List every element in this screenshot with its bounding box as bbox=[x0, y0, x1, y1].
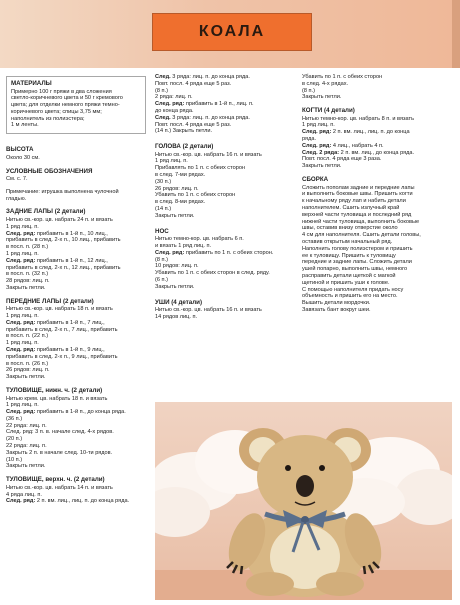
torso-lower-section bbox=[6, 387, 146, 470]
koala-photo bbox=[155, 402, 452, 600]
text-line: (14 п.) bbox=[155, 206, 172, 213]
row-label: След. ряд: bbox=[155, 101, 185, 108]
row-label: След. ряд: bbox=[302, 129, 332, 136]
assembly-heading: СБОРКА bbox=[302, 176, 329, 184]
note-section bbox=[6, 189, 146, 203]
text-line: Нитью темно-кор. цв. набрать 8 п. и вязать bbox=[302, 115, 415, 122]
text-line: цвета; для отделки немного пряжи темно- bbox=[11, 102, 120, 109]
text-line: гладью. bbox=[6, 195, 27, 202]
column-middle bbox=[155, 74, 280, 327]
text-line: 4 см для наполнителя. Сшить детали головы, bbox=[302, 232, 421, 239]
torso-lower-text bbox=[6, 396, 146, 471]
head-heading: ГОЛОВА (2 детали) bbox=[155, 143, 214, 151]
row-label: След. ряд: bbox=[302, 142, 332, 149]
text-line: верхней части туловища и последний ряд bbox=[302, 211, 412, 218]
head-text bbox=[155, 152, 280, 220]
front-legs-text bbox=[6, 306, 146, 381]
text-line: Нитью темно-кор. цв. набрать 6 п. bbox=[155, 236, 244, 243]
text-line: 1 ряд лиц. п. bbox=[302, 122, 335, 129]
text-line: (8 п.) bbox=[302, 87, 315, 94]
text-line: След. ряд: прибавить по 1 п. с обеих сторон. bbox=[155, 249, 274, 256]
text-line: Повт. посл. 4 ряда еще 5 раз. bbox=[155, 80, 232, 87]
text-line: 1 ряд лиц. п. bbox=[6, 402, 39, 409]
torso-upper-section bbox=[6, 476, 146, 505]
row-label: След. ряд: bbox=[155, 249, 185, 256]
ears-section bbox=[155, 299, 280, 321]
text-line: След. 3 ряда: лиц. п. до конца ряда. bbox=[155, 114, 250, 121]
text-line: Примечание: игрушка выполнена чулочной bbox=[6, 188, 119, 195]
text-line: След. ряд: прибавить в 1-й п., лиц. п. bbox=[155, 101, 254, 108]
text-line: Нитью св.-кор. цв. набрать 16 п. и вязать bbox=[155, 151, 262, 158]
text-line: в след. 4-х рядах. bbox=[302, 80, 349, 87]
text-line: Убавить по 1 п. с обеих сторон bbox=[302, 74, 383, 80]
text-line: коричневого цвета; спицы 3,75 мм; bbox=[11, 108, 102, 115]
text-line: прибавить в след. 2-х п., 10 лиц., прибавить bbox=[6, 237, 121, 244]
text-line: ее к туловищу. Пришить к туловищу bbox=[302, 252, 396, 259]
text-line: Нитью св.-кор. цв. набрать 24 п. и вязать bbox=[6, 216, 113, 223]
header-corner-strip bbox=[452, 0, 460, 68]
row-label: След. ряд: bbox=[6, 498, 36, 505]
torso-upper-text bbox=[6, 485, 146, 505]
text-line: Повт. посл. 4 ряда еще 5 раз. bbox=[155, 121, 232, 128]
row-label: След. ряд: bbox=[6, 409, 36, 416]
text-line: (36 п.) bbox=[6, 415, 23, 422]
text-line: (8 п.) bbox=[155, 256, 168, 263]
rear-legs-text bbox=[6, 217, 146, 292]
text-line: 28 рядов: лиц. п. bbox=[6, 278, 50, 285]
text-line: 1 ряд лиц. п. bbox=[155, 158, 188, 165]
text-line: Закрыть петли. bbox=[6, 463, 46, 470]
rear-legs-section bbox=[6, 208, 146, 291]
row-label: След. bbox=[155, 114, 171, 121]
text-line: нижней части туловища, выполнить боковые bbox=[302, 218, 420, 225]
text-line: 4 ряда лиц. п. bbox=[6, 491, 42, 498]
text-line: Прибавлять по 1 п. с обеих сторон bbox=[155, 165, 246, 172]
row-label: След. ряд: bbox=[6, 230, 36, 237]
title-banner bbox=[152, 13, 312, 51]
text-line: в след. 7-ми рядах. bbox=[155, 172, 206, 179]
text-line: 1 ряд лиц. п. bbox=[6, 313, 39, 320]
text-line: швы, оставив внизу отверстие около bbox=[302, 225, 398, 232]
text-line: 1 ряд лиц. п. bbox=[6, 340, 39, 347]
materials-text bbox=[11, 89, 141, 130]
row-label: След. ряд: bbox=[6, 347, 36, 354]
text-line: (20 п.) bbox=[6, 436, 23, 443]
text-line: След. ряд: 2 п. вм. лиц., лиц. п. до конца bbox=[302, 129, 410, 136]
text-line: прибавить в след. 2-х п., 7 лиц., прибавить bbox=[6, 326, 118, 333]
text-line: светло-коричневого цвета и 50 г кремового bbox=[11, 95, 123, 102]
text-line: 1 м ленты. bbox=[11, 122, 39, 129]
text-line: до конца ряда. bbox=[155, 107, 194, 114]
nose-section bbox=[155, 228, 280, 291]
claws-section bbox=[302, 107, 452, 170]
ears-heading: УШИ (4 детали) bbox=[155, 298, 203, 306]
page-title: КОАЛА bbox=[198, 23, 266, 40]
materials-heading: МАТЕРИАЛЫ bbox=[11, 80, 52, 87]
ears-continued bbox=[302, 74, 452, 101]
text-line: Убавить по 1 п. с обеих сторон bbox=[155, 192, 236, 199]
text-line: Закрыть петли. bbox=[6, 374, 46, 381]
koala-eye-left bbox=[285, 465, 291, 471]
text-line: 1 ряд лиц. п. bbox=[6, 223, 39, 230]
text-line: Закрыть петли. bbox=[6, 284, 46, 291]
text-line: 14 рядов лиц. п. bbox=[155, 313, 198, 320]
text-line: (30 п.) bbox=[155, 178, 172, 185]
text-line: и выполнить боковые швы. Пришить когти bbox=[302, 191, 413, 198]
text-line: 26 рядов: лиц. п. bbox=[155, 185, 199, 192]
assembly-section bbox=[302, 176, 452, 314]
text-line: оставив открытым начальный ряд. bbox=[302, 238, 393, 245]
text-line: Закрыть петли. bbox=[155, 283, 195, 290]
text-line: След. ряд: прибавить в 1-й п., 12 лиц., bbox=[6, 257, 108, 264]
text-line: (6 п.) bbox=[155, 276, 168, 283]
claws-text bbox=[302, 116, 452, 170]
symbols-section bbox=[6, 168, 146, 183]
note-text bbox=[6, 189, 146, 203]
nose-heading: НОС bbox=[155, 227, 169, 235]
text-line: Закрыть 2 п. в начале след. 10-ти рядов. bbox=[6, 449, 113, 456]
column-right bbox=[302, 74, 452, 320]
text-line: передние и задние лапы. Сложить детали bbox=[302, 259, 412, 266]
koala-nose bbox=[296, 475, 314, 497]
text-line: След. ряд: прибавить в 1-й п., 7 лиц., bbox=[6, 319, 105, 326]
torso-upper-heading: ТУЛОВИЩЕ, верхн. ч. (2 детали) bbox=[6, 476, 105, 484]
rear-legs-heading: ЗАДНИЕ ЛАПЫ (2 детали) bbox=[6, 208, 86, 216]
text-line: След. ряд: прибавить в 1-й п., 9 лиц., bbox=[6, 347, 105, 354]
height-section bbox=[6, 146, 146, 161]
text-line: Вышить детали мордочки. bbox=[302, 300, 371, 307]
koala-eye-right bbox=[319, 465, 325, 471]
text-line: Наполнить голову полиэстером и пришить bbox=[302, 245, 413, 252]
assembly-text bbox=[302, 185, 452, 314]
front-legs-section bbox=[6, 298, 146, 381]
row-label: След. 2 ряда: bbox=[302, 149, 340, 156]
text-line: След. 3 ряда: лиц. п. до конца ряда. bbox=[155, 74, 250, 80]
text-line: прибавить в след. 2-х п., 9 лиц., прибавить bbox=[6, 353, 118, 360]
text-line: Примерно 100 г пряжи в два сложения bbox=[11, 88, 112, 95]
ears-text bbox=[155, 307, 280, 321]
text-line: 1 ряд лиц. п. bbox=[6, 250, 39, 257]
koala-foot-left bbox=[246, 572, 294, 596]
text-line: (10 п.) bbox=[6, 456, 23, 463]
text-line: в след. 8-ми рядах. bbox=[155, 199, 206, 206]
text-line: расправить детали щеткой с магкой bbox=[302, 272, 396, 279]
text-line: След. ряд: прибавить в 1-й п., до конца ряда. bbox=[6, 409, 126, 416]
text-line: ряда. bbox=[302, 136, 317, 143]
torso-upper-continued bbox=[155, 74, 280, 135]
text-line: Нитью св.-кор. цв. набрать 16 п. и вязать bbox=[155, 307, 262, 314]
text-line: Убавить по 1 п. с обеих сторон в след. ряду. bbox=[155, 270, 270, 277]
text-line: Нитью крем. цв. набрать 18 п. и вязать bbox=[6, 395, 108, 402]
koala-illustration bbox=[155, 402, 452, 600]
symbols-text bbox=[6, 176, 146, 183]
text-line: См. с. 7. bbox=[6, 176, 28, 183]
text-line: (14 п.) Закрыть петли. bbox=[155, 128, 213, 135]
text-line: 10 рядов: лиц. п. bbox=[155, 263, 199, 270]
claws-heading: КОГТИ (4 детали) bbox=[302, 107, 355, 115]
koala-foot-right bbox=[316, 572, 364, 596]
text-line: След. ряд: 4 лиц., набрать 4 п. bbox=[302, 142, 384, 149]
height-heading: ВЫСОТА bbox=[6, 146, 34, 154]
text-line: Сложить пополам задние и передние лапы bbox=[302, 184, 415, 191]
front-legs-heading: ПЕРЕДНИЕ ЛАПЫ (2 детали) bbox=[6, 297, 94, 305]
row-label: След. bbox=[155, 74, 171, 80]
text-line: объемность и пришить его на место. bbox=[302, 293, 398, 300]
text-line: С помощью наполнителя придать носу bbox=[302, 286, 404, 293]
text-line: След. ряд: прибавить в 1-й п., 10 лиц., bbox=[6, 230, 108, 237]
height-text bbox=[6, 155, 146, 162]
head-section bbox=[155, 143, 280, 219]
ears-cont-text bbox=[302, 74, 452, 101]
row-label: След. ряд: bbox=[6, 319, 36, 326]
text-line: Закрыть петли. bbox=[302, 163, 342, 170]
text-line: 22 ряда: лиц. п. bbox=[6, 443, 47, 450]
text-line: След. ряд: 2 п. вм. лиц., лиц. п. до конца ряда. bbox=[6, 498, 130, 505]
text-line: (8 п.) bbox=[155, 87, 168, 94]
text-line: След. ряд: 3 п. в. начале след. 4-х рядов. bbox=[6, 429, 114, 436]
torso-upper-cont-text bbox=[155, 74, 280, 135]
text-line: Нитью св.-кор. цв. набрать 18 п. и вязать bbox=[6, 306, 113, 313]
text-line: и вязать 1 ряд лиц. п. bbox=[155, 242, 212, 249]
row-label: След. ряд: bbox=[6, 257, 36, 264]
text-line: Около 30 см. bbox=[6, 154, 40, 161]
text-line: 2 ряда: лиц. п. bbox=[155, 94, 193, 101]
text-line: Нитью св.-кор. цв. набрать 14 п. и вязать bbox=[6, 484, 113, 491]
text-line: наполнитель из полиэстера; bbox=[11, 115, 85, 122]
text-line: 22 ряда: лиц. п. bbox=[6, 422, 47, 429]
text-line: в посл. п. (22 п.) bbox=[6, 333, 49, 340]
nose-text bbox=[155, 236, 280, 290]
text-line: След. 2 ряда: 2 п. вм. лиц., до конца ряда. bbox=[302, 149, 415, 156]
text-line: ушей попарно, выполнить швы, немного bbox=[302, 266, 408, 273]
text-line: Закрыть петли. bbox=[302, 94, 342, 101]
text-line: щетиной и пришить уши к голове. bbox=[302, 279, 390, 286]
text-line: Повт. посл. 4 ряда еще 3 раза. bbox=[302, 156, 382, 163]
text-line: в посл. п. (26 п.) bbox=[6, 360, 49, 367]
text-line: прибавить в след. 2-х п., 12 лиц., прибавить bbox=[6, 264, 121, 271]
text-line: в посл. п. (32 п.) bbox=[6, 271, 49, 278]
torso-lower-heading: ТУЛОВИЩЕ, нижн. ч. (2 детали) bbox=[6, 387, 103, 394]
text-line: в посл. п. (28 п.) bbox=[6, 244, 49, 251]
column-left bbox=[6, 76, 146, 511]
text-line: к начальному ряду лап и набить детали bbox=[302, 198, 406, 205]
symbols-heading: УСЛОВНЫЕ ОБОЗНАЧЕНИЯ bbox=[6, 167, 93, 175]
text-line: 26 рядов: лиц. п. bbox=[6, 367, 50, 374]
text-line: Завязать бант вокруг шеи. bbox=[302, 306, 371, 313]
text-line: Закрыть петли. bbox=[155, 212, 195, 219]
text-line: наполнителем. Сшить излучный край bbox=[302, 204, 400, 211]
materials-box bbox=[6, 76, 146, 134]
